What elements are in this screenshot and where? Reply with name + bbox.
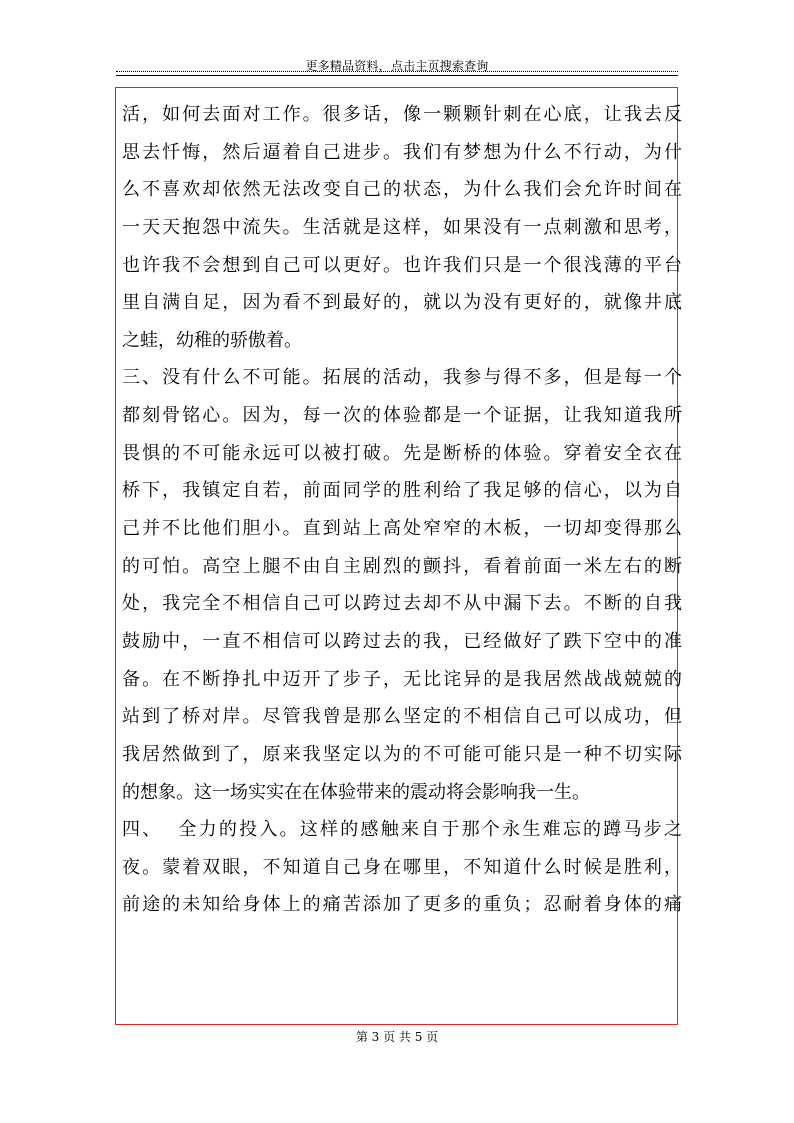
header-solid-rule <box>116 75 678 76</box>
body-line: 鼓励中，一直不相信可以跨过去的我，已经做好了跌下空中的准 <box>122 630 682 652</box>
body-line: 四、 全力的投入。这样的感触来自于那个永生难忘的蹲马步之 <box>122 819 682 841</box>
body-text <box>122 96 682 924</box>
body-line: 活，如何去面对工作。很多话，像一颗颗针刺在心底，让我去反 <box>122 104 682 125</box>
body-line: 么不喜欢却依然无法改变自己的状态，为什么我们会允许时间在 <box>122 179 682 201</box>
page-header: 更多精品资料，点击主页搜索查询 <box>305 59 489 73</box>
body-line: 前途的未知给身体上的痛苦添加了更多的重负；忍耐着身体的痛 <box>122 894 682 916</box>
body-line: 的可怕。高空上腿不由自主剧烈的颤抖，看着前面一米左右的断 <box>122 555 682 577</box>
body-line: 备。在不断挣扎中迈开了步子，无比诧异的是我居然战战兢兢的 <box>122 668 682 690</box>
body-line: 也许我不会想到自己可以更好。也许我们只是一个很浅薄的平台 <box>122 254 682 276</box>
body-line: 思去忏悔，然后逼着自己进步。我们有梦想为什么不行动，为什 <box>122 141 682 163</box>
page-number-footer: 第 3 页 共 5 页 <box>355 1030 439 1044</box>
body-line: 之蛙，幼稚的骄傲着。 <box>122 329 302 351</box>
body-line: 我居然做到了，原来我坚定以为的不可能可能只是一种不切实际 <box>122 743 682 765</box>
body-line: 的想象。这一场实实在在体验带来的震动将会影响我一生。 <box>122 781 590 803</box>
body-line: 三、没有什么不可能。拓展的活动，我参与得不多，但是每一个 <box>122 367 682 389</box>
body-line: 畏惧的不可能永远可以被打破。先是断桥的体验。穿着安全衣在 <box>122 442 682 464</box>
body-line: 里自满自足，因为看不到最好的，就以为没有更好的，就像井底 <box>122 292 682 314</box>
body-line: 一天天抱怨中流失。生活就是这样，如果没有一点刺激和思考， <box>122 216 682 238</box>
header-dotted-rule <box>116 71 678 72</box>
body-line: 夜。蒙着双眼，不知道自己身在哪里，不知道什么时候是胜利， <box>122 856 682 878</box>
body-line: 都刻骨铭心。因为，每一次的体验都是一个证据，让我知道我所 <box>122 405 682 427</box>
body-line: 桥下，我镇定自若，前面同学的胜利给了我足够的信心，以为自 <box>122 480 682 502</box>
body-line: 己并不比他们胆小。直到站上高处窄窄的木板，一切却变得那么 <box>122 518 682 540</box>
body-line: 站到了桥对岸。尽管我曾是那么坚定的不相信自己可以成功，但 <box>122 706 682 728</box>
body-line: 处，我完全不相信自己可以跨过去却不从中漏下去。不断的自我 <box>122 593 682 615</box>
